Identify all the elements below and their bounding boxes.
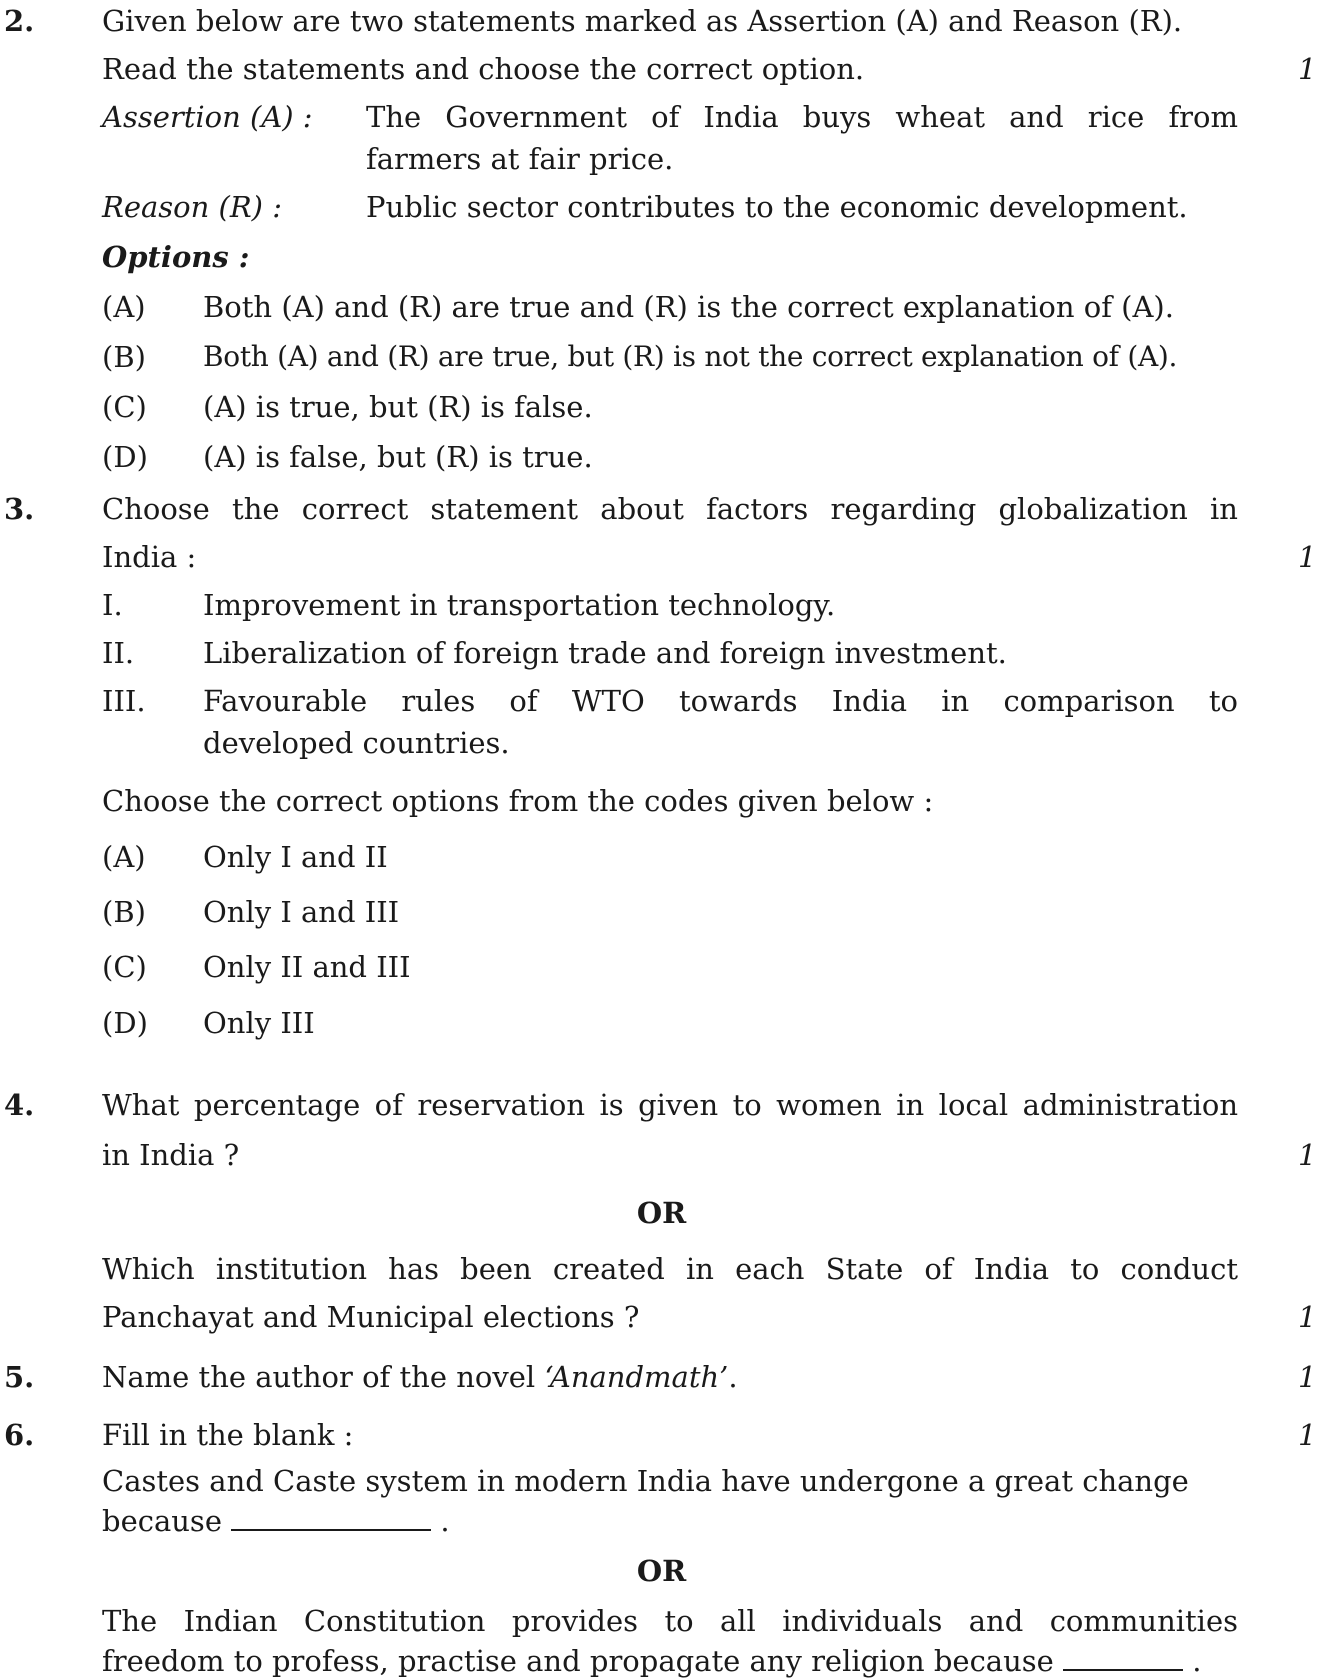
question-text	[102, 1360, 738, 1395]
question-text: What percentage of reservation is given to women in local administration	[102, 1088, 1238, 1122]
question-text	[102, 1504, 450, 1539]
question-text: Given below are two statements marked as Assertion (A) and Reason (R).	[102, 4, 1183, 38]
or-separator: OR	[636, 1554, 687, 1588]
fill-blank	[231, 1528, 431, 1531]
question-number: 5.	[4, 1360, 35, 1394]
marks: 1	[1298, 1360, 1317, 1394]
question-text-part: because	[102, 1504, 222, 1538]
option-text: Only I and II	[203, 840, 388, 874]
option-text: Only I and III	[203, 895, 400, 929]
option-text: (A) is false, but (R) is true.	[203, 440, 593, 474]
assertion-text: The Government of India buys wheat and rice from	[366, 100, 1238, 134]
question-number: 4.	[4, 1088, 35, 1122]
reason-text: Public sector contributes to the economic development.	[366, 190, 1188, 224]
question-text: Panchayat and Municipal elections ?	[102, 1300, 640, 1334]
statement-text: developed countries.	[203, 726, 510, 760]
option-label: (D)	[102, 1006, 148, 1040]
question-text: Fill in the blank :	[102, 1418, 354, 1452]
question-text-part: freedom to profess, practise and propagate any religion because	[102, 1644, 1054, 1678]
or-separator: OR	[636, 1196, 687, 1230]
option-text: (A) is true, but (R) is false.	[203, 390, 593, 424]
statement-label: II.	[102, 636, 135, 670]
marks: 1	[1298, 540, 1317, 574]
question-text: Choose the correct statement about factors regarding globalization in	[102, 492, 1238, 526]
marks: 1	[1298, 52, 1317, 86]
codes-prompt: Choose the correct options from the codes given below :	[102, 784, 934, 818]
question-text-part: .	[440, 1504, 450, 1538]
question-text: Castes and Caste system in modern India have undergone a great change	[102, 1464, 1189, 1498]
marks: 1	[1298, 1300, 1317, 1334]
option-label: (C)	[102, 950, 147, 984]
question-text: The Indian Constitution provides to all individuals and communities	[102, 1604, 1238, 1638]
option-label: (C)	[102, 390, 147, 424]
marks: 1	[1298, 1418, 1317, 1452]
question-number: 6.	[4, 1418, 35, 1452]
option-label: (D)	[102, 440, 148, 474]
assertion-text: farmers at fair price.	[366, 142, 674, 176]
question-text-part: Name the author of the novel	[102, 1360, 545, 1394]
option-label: (A)	[102, 290, 146, 324]
question-number: 2.	[4, 4, 35, 38]
option-label: (B)	[102, 340, 146, 374]
statement-text: Liberalization of foreign trade and foreign investment.	[203, 636, 1007, 670]
marks: 1	[1298, 1138, 1317, 1172]
fill-blank	[1063, 1668, 1183, 1671]
option-text: Only III	[203, 1006, 315, 1040]
statement-text: Favourable rules of WTO towards India in comparison to	[203, 684, 1238, 718]
option-text: Both (A) and (R) are true, but (R) is not the correct explanation of (A).	[203, 340, 1178, 373]
question-number: 3.	[4, 492, 35, 526]
option-label: (A)	[102, 840, 146, 874]
novel-title: ‘Anandmath’	[544, 1360, 729, 1394]
reason-label: Reason (R) :	[102, 190, 282, 224]
question-text-part: .	[728, 1360, 738, 1394]
statement-label: III.	[102, 684, 146, 718]
question-text: in India ?	[102, 1138, 240, 1172]
question-text-part: .	[1192, 1644, 1202, 1678]
question-text: Read the statements and choose the correct option.	[102, 52, 865, 86]
question-text: Which institution has been created in each State of India to conduct	[102, 1252, 1238, 1286]
option-text: Only II and III	[203, 950, 411, 984]
statement-text: Improvement in transportation technology.	[203, 588, 836, 622]
option-text: Both (A) and (R) are true and (R) is the correct explanation of (A).	[203, 290, 1174, 324]
assertion-label: Assertion (A) :	[102, 100, 313, 134]
question-text	[102, 1644, 1201, 1679]
option-label: (B)	[102, 895, 146, 929]
question-text: India :	[102, 540, 197, 574]
statement-label: I.	[102, 588, 123, 622]
options-heading: Options :	[102, 240, 250, 274]
